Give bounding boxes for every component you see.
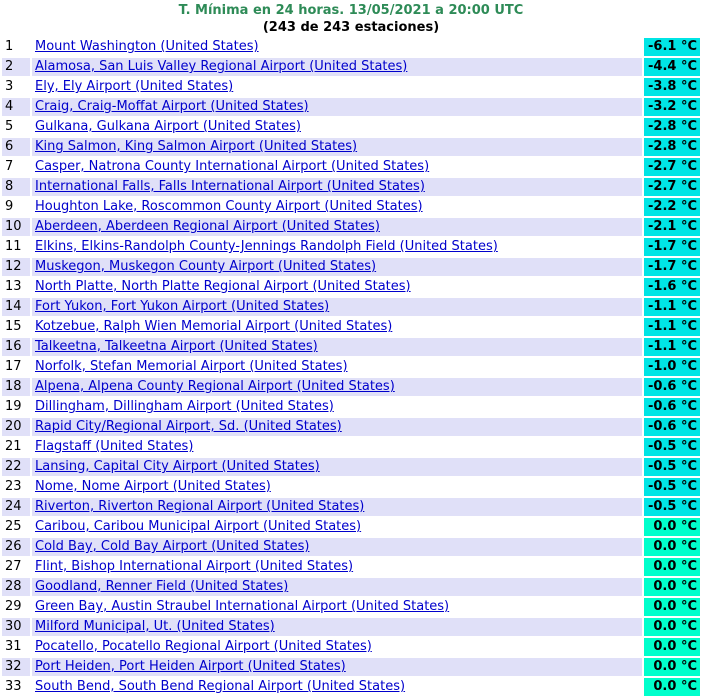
station-cell	[32, 498, 642, 516]
station-cell	[32, 238, 642, 256]
station-cell	[32, 358, 642, 376]
station-link[interactable]: Aberdeen, Aberdeen Regional Airport (United States)	[35, 219, 380, 234]
station-link[interactable]: Muskegon, Muskegon County Airport (United States)	[35, 259, 377, 274]
station-link[interactable]: Casper, Natrona County International Airport (United States)	[35, 159, 430, 174]
table-row	[2, 78, 700, 96]
row-rank: 21	[2, 438, 30, 456]
temperature-value: -3.8 °C	[644, 78, 700, 96]
row-rank: 16	[2, 338, 30, 356]
row-rank: 12	[2, 258, 30, 276]
station-cell	[32, 178, 642, 196]
station-link[interactable]: Kotzebue, Ralph Wien Memorial Airport (United States)	[35, 319, 393, 334]
table-row	[2, 398, 700, 416]
station-cell	[32, 338, 642, 356]
station-link[interactable]: Rapid City/Regional Airport, Sd. (United States)	[35, 419, 342, 434]
row-rank: 8	[2, 178, 30, 196]
station-link[interactable]: Norfolk, Stefan Memorial Airport (United States)	[35, 359, 348, 374]
temperature-value: -6.1 °C	[644, 38, 700, 56]
table-row	[2, 618, 700, 636]
row-rank: 5	[2, 118, 30, 136]
row-rank: 7	[2, 158, 30, 176]
station-link[interactable]: Milford Municipal, Ut. (United States)	[35, 619, 275, 634]
temperature-value: -1.1 °C	[644, 298, 700, 316]
row-rank: 25	[2, 518, 30, 536]
station-cell	[32, 618, 642, 636]
table-row	[2, 158, 700, 176]
table-row	[2, 278, 700, 296]
temperature-value: -0.5 °C	[644, 478, 700, 496]
station-cell	[32, 558, 642, 576]
station-link[interactable]: Mount Washington (United States)	[35, 39, 259, 54]
table-row	[2, 338, 700, 356]
row-rank: 1	[2, 38, 30, 56]
table-row	[2, 418, 700, 436]
station-cell	[32, 198, 642, 216]
station-link[interactable]: North Platte, North Platte Regional Airport (United States)	[35, 279, 411, 294]
row-rank: 11	[2, 238, 30, 256]
table-row	[2, 458, 700, 476]
station-link[interactable]: Riverton, Riverton Regional Airport (United States)	[35, 499, 365, 514]
temperature-value: -3.2 °C	[644, 98, 700, 116]
temperature-value: -2.2 °C	[644, 198, 700, 216]
temperature-value: 0.0 °C	[644, 678, 700, 696]
row-rank: 9	[2, 198, 30, 216]
temperature-value: 0.0 °C	[644, 558, 700, 576]
row-rank: 20	[2, 418, 30, 436]
row-rank: 26	[2, 538, 30, 556]
station-link[interactable]: Caribou, Caribou Municipal Airport (United States)	[35, 519, 362, 534]
station-cell	[32, 678, 642, 696]
row-rank: 30	[2, 618, 30, 636]
row-rank: 22	[2, 458, 30, 476]
station-link[interactable]: Flagstaff (United States)	[35, 439, 194, 454]
station-link[interactable]: Houghton Lake, Roscommon County Airport (United States)	[35, 199, 423, 214]
temperature-value: 0.0 °C	[644, 618, 700, 636]
row-rank: 19	[2, 398, 30, 416]
station-cell	[32, 538, 642, 556]
station-link[interactable]: Alamosa, San Luis Valley Regional Airport (United States)	[35, 59, 408, 74]
temperature-value: 0.0 °C	[644, 518, 700, 536]
station-cell	[32, 98, 642, 116]
station-link[interactable]: Lansing, Capital City Airport (United States)	[35, 459, 320, 474]
station-link[interactable]: Green Bay, Austin Straubel International Airport (United States)	[35, 599, 450, 614]
station-link[interactable]: Goodland, Renner Field (United States)	[35, 579, 289, 594]
table-row	[2, 118, 700, 136]
station-cell	[32, 78, 642, 96]
table-row	[2, 238, 700, 256]
table-row	[2, 678, 700, 696]
station-cell	[32, 38, 642, 56]
row-rank: 29	[2, 598, 30, 616]
table-row	[2, 658, 700, 676]
station-cell	[32, 258, 642, 276]
station-cell	[32, 418, 642, 436]
temperature-value: -0.6 °C	[644, 378, 700, 396]
table-row	[2, 558, 700, 576]
station-link[interactable]: Fort Yukon, Fort Yukon Airport (United States)	[35, 299, 330, 314]
station-cell	[32, 438, 642, 456]
station-link[interactable]: Gulkana, Gulkana Airport (United States)	[35, 119, 301, 134]
temperature-value: -4.4 °C	[644, 58, 700, 76]
row-rank: 15	[2, 318, 30, 336]
table-row	[2, 578, 700, 596]
station-link[interactable]: Cold Bay, Cold Bay Airport (United States)	[35, 539, 310, 554]
row-rank: 23	[2, 478, 30, 496]
row-rank: 28	[2, 578, 30, 596]
row-rank: 17	[2, 358, 30, 376]
table-row	[2, 218, 700, 236]
station-link[interactable]: Pocatello, Pocatello Regional Airport (United States)	[35, 639, 372, 654]
temperature-value: 0.0 °C	[644, 658, 700, 676]
temperature-value: -2.7 °C	[644, 178, 700, 196]
table-row	[2, 538, 700, 556]
station-cell	[32, 278, 642, 296]
station-cell	[32, 478, 642, 496]
station-count: (243 de 243 estaciones)	[262, 20, 440, 35]
temperature-value: -1.7 °C	[644, 258, 700, 276]
station-link[interactable]: Nome, Nome Airport (United States)	[35, 479, 271, 494]
station-cell	[32, 638, 642, 656]
station-link[interactable]: Alpena, Alpena County Regional Airport (United States)	[35, 379, 395, 394]
row-rank: 24	[2, 498, 30, 516]
page-title: T. Mínima en 24 horas. 13/05/2021 a 20:00 UTC	[178, 3, 524, 18]
station-cell	[32, 658, 642, 676]
row-rank: 4	[2, 98, 30, 116]
table-row	[2, 298, 700, 316]
station-link[interactable]: Dillingham, Dillingham Airport (United States)	[35, 399, 334, 414]
table-body	[2, 38, 700, 696]
temperature-value: -0.6 °C	[644, 398, 700, 416]
station-ranking-table	[0, 36, 702, 698]
station-cell	[32, 298, 642, 316]
station-link[interactable]: Flint, Bishop International Airport (United States)	[35, 559, 354, 574]
row-rank: 33	[2, 678, 30, 696]
temperature-value: -0.5 °C	[644, 458, 700, 476]
row-rank: 13	[2, 278, 30, 296]
temperature-value: 0.0 °C	[644, 598, 700, 616]
row-rank: 3	[2, 78, 30, 96]
station-link[interactable]: King Salmon, King Salmon Airport (United States)	[35, 139, 358, 154]
temperature-value: -1.0 °C	[644, 358, 700, 376]
page-header	[0, 0, 702, 36]
row-rank: 31	[2, 638, 30, 656]
temperature-value: 0.0 °C	[644, 578, 700, 596]
table-row	[2, 438, 700, 456]
row-rank: 2	[2, 58, 30, 76]
station-cell	[32, 218, 642, 236]
temperature-value: -1.1 °C	[644, 338, 700, 356]
station-link[interactable]: Craig, Craig-Moffat Airport (United States)	[35, 99, 309, 114]
station-link[interactable]: Elkins, Elkins-Randolph County-Jennings Randolph Field (United States)	[35, 239, 498, 254]
table-row	[2, 378, 700, 396]
temperature-value: -2.8 °C	[644, 138, 700, 156]
station-cell	[32, 58, 642, 76]
station-cell	[32, 158, 642, 176]
temperature-value: -1.7 °C	[644, 238, 700, 256]
temperature-value: 0.0 °C	[644, 638, 700, 656]
table-row	[2, 358, 700, 376]
table-row	[2, 478, 700, 496]
station-cell	[32, 458, 642, 476]
temperature-value: 0.0 °C	[644, 538, 700, 556]
temperature-value: -1.6 °C	[644, 278, 700, 296]
station-cell	[32, 138, 642, 156]
table-row	[2, 38, 700, 56]
station-cell	[32, 518, 642, 536]
station-cell	[32, 398, 642, 416]
row-rank: 6	[2, 138, 30, 156]
station-link[interactable]: International Falls, Falls International Airport (United States)	[35, 179, 425, 194]
table-row	[2, 598, 700, 616]
station-cell	[32, 318, 642, 336]
station-link[interactable]: Ely, Ely Airport (United States)	[35, 79, 234, 94]
station-link[interactable]: Talkeetna, Talkeetna Airport (United States)	[35, 339, 318, 354]
table-row	[2, 258, 700, 276]
row-rank: 10	[2, 218, 30, 236]
station-cell	[32, 578, 642, 596]
table-row	[2, 198, 700, 216]
temperature-value: -0.5 °C	[644, 498, 700, 516]
table-row	[2, 58, 700, 76]
station-cell	[32, 118, 642, 136]
row-rank: 27	[2, 558, 30, 576]
table-row	[2, 318, 700, 336]
temperature-value: -0.6 °C	[644, 418, 700, 436]
table-row	[2, 178, 700, 196]
station-link[interactable]: Port Heiden, Port Heiden Airport (United States)	[35, 659, 346, 674]
row-rank: 32	[2, 658, 30, 676]
station-link[interactable]: South Bend, South Bend Regional Airport (United States)	[35, 679, 406, 694]
table-row	[2, 638, 700, 656]
station-cell	[32, 378, 642, 396]
temperature-value: -0.5 °C	[644, 438, 700, 456]
temperature-value: -2.8 °C	[644, 118, 700, 136]
temperature-value: -1.1 °C	[644, 318, 700, 336]
row-rank: 14	[2, 298, 30, 316]
row-rank: 18	[2, 378, 30, 396]
table-row	[2, 98, 700, 116]
table-row	[2, 518, 700, 536]
table-row	[2, 498, 700, 516]
temperature-value: -2.7 °C	[644, 158, 700, 176]
station-cell	[32, 598, 642, 616]
temperature-value: -2.1 °C	[644, 218, 700, 236]
table-row	[2, 138, 700, 156]
